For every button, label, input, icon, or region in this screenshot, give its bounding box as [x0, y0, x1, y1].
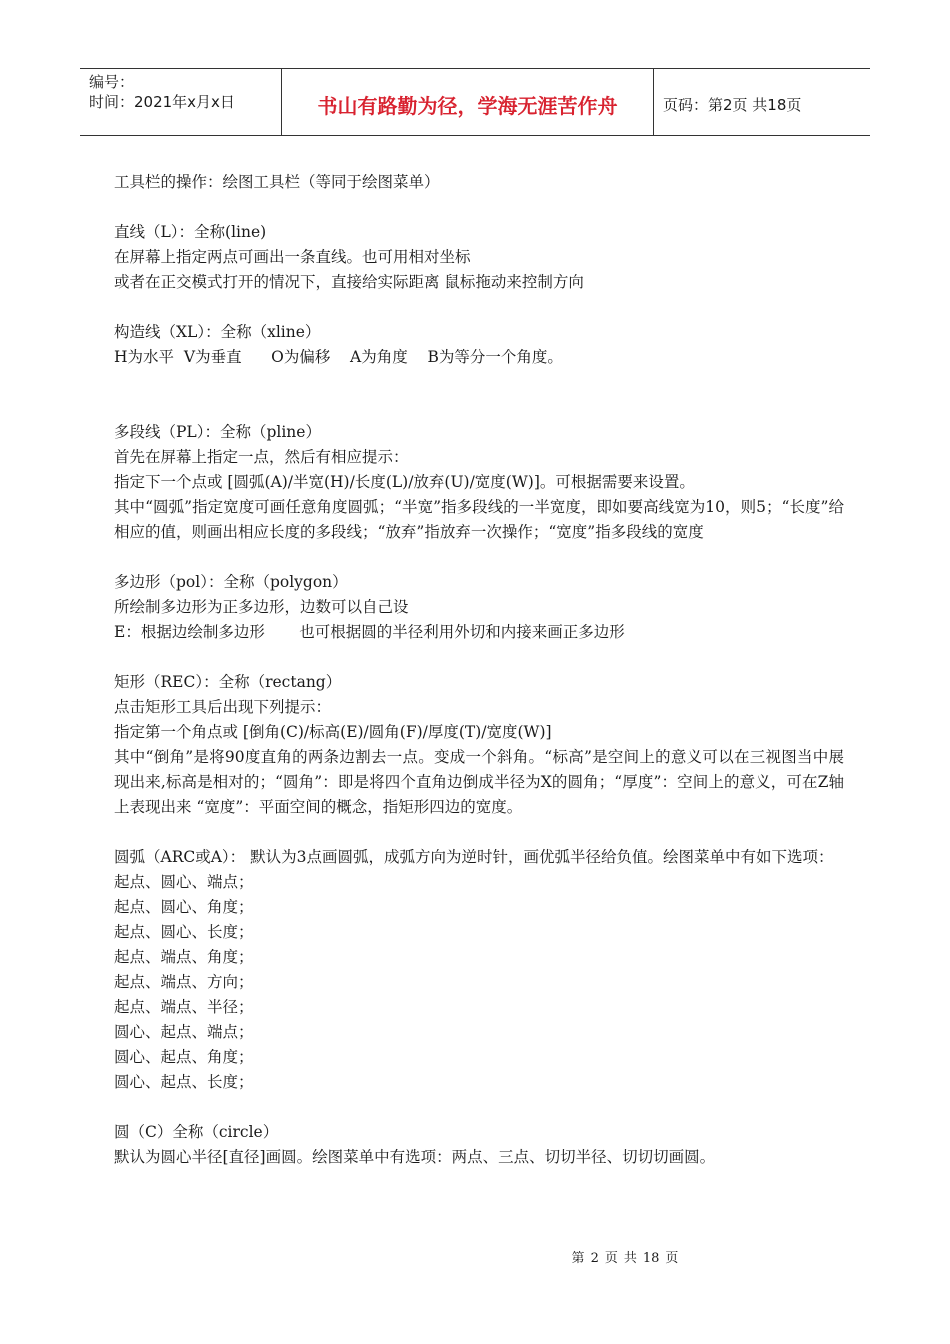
section-text: 或者在正交模式打开的情况下，直接给实际距离 鼠标拖动来控制方向	[114, 273, 584, 291]
section-arc	[114, 845, 844, 1095]
section-text: 默认为圆心半径[直径]画圆。绘图菜单中有选项：两点、三点、切切半径、切切切画圆。	[114, 1148, 716, 1166]
section-text: 所绘制多边形为正多边形，边数可以自己设	[114, 598, 409, 616]
arc-option: 起点、圆心、角度；	[114, 898, 254, 916]
intro-text: 工具栏的操作：绘图工具栏（等同于绘图菜单）	[114, 173, 440, 191]
arc-option: 起点、圆心、长度；	[114, 923, 254, 941]
section-title: 圆（C）全称（circle）	[114, 1123, 279, 1141]
header-page-info: 页码：第2页 共18页	[663, 95, 802, 114]
section-polygon	[114, 570, 844, 645]
footer-ye: 页	[604, 1251, 618, 1266]
header-motto: 书山有路勤为径，学海无涯苦作舟	[282, 69, 654, 135]
page-footer	[0, 1247, 950, 1266]
document-time: 时间：2021年x月x日	[89, 93, 235, 111]
arc-option: 起点、端点、角度；	[114, 948, 254, 966]
document-body	[114, 170, 844, 1170]
section-text: E：根据边绘制多边形 也可根据圆的半径利用外切和内接来画正多边形	[114, 623, 625, 641]
section-title: 构造线（XL）：全称（xline）	[114, 323, 321, 341]
arc-option: 起点、端点、半径；	[114, 998, 254, 1016]
section-text: 首先在屏幕上指定一点，然后有相应提示：	[114, 448, 409, 466]
document-number-label: 编号：	[89, 73, 135, 91]
footer-ye: 页	[665, 1251, 679, 1266]
section-rectang	[114, 670, 844, 820]
footer-page-number: 2	[590, 1251, 599, 1266]
section-xline	[114, 320, 844, 370]
arc-option: 圆心、起点、长度；	[114, 1073, 254, 1091]
section-title: 多段线（PL）：全称（pline）	[114, 423, 321, 441]
arc-option: 圆心、起点、角度；	[114, 1048, 254, 1066]
section-paragraph: 圆弧（ARC或A）： 默认为3点画圆弧，成弧方向为逆时针，画优弧半径给负值。绘图菜单中有如下选项：	[114, 848, 834, 866]
section-text: 指定第一个角点或 [倒角(C)/标高(E)/圆角(F)/厚度(T)/宽度(W)]	[114, 723, 552, 741]
section-pline	[114, 420, 844, 545]
footer-total-pages: 18	[642, 1251, 660, 1266]
arc-option: 起点、端点、方向；	[114, 973, 254, 991]
footer-gong: 共	[623, 1251, 637, 1266]
section-circle	[114, 1120, 844, 1170]
section-paragraph: 其中“圆弧”指定宽度可画任意角度圆弧；“半宽”指多段线的一半宽度，即如要高线宽为10，则5；“长度”给相应的值，则画出相应长度的多段线；“放弃”指放弃一次操作；“宽度”指多段线的宽度	[114, 498, 844, 541]
section-line	[114, 220, 844, 295]
section-text: 点击矩形工具后出现下列提示：	[114, 698, 332, 716]
section-text: 指定下一个点或 [圆弧(A)/半宽(H)/长度(L)/放弃(U)/宽度(W)]。可根据需要来设置。	[114, 473, 695, 491]
header-meta	[80, 69, 282, 135]
arc-option: 圆心、起点、端点；	[114, 1023, 254, 1041]
section-title: 直线（L）：全称(line)	[114, 223, 267, 241]
page-header	[80, 68, 870, 136]
arc-option: 起点、圆心、端点；	[114, 873, 254, 891]
section-text: 在屏幕上指定两点可画出一条直线。也可用相对坐标	[114, 248, 471, 266]
footer-di: 第	[571, 1251, 585, 1266]
section-paragraph: 其中“倒角”是将90度直角的两条边割去一点。变成一个斜角。“标高”是空间上的意义可以在三视图当中展现出来,标高是相对的；“圆角”：即是将四个直角边倒成半径为X的圆角；“厚度”：空间上的意义，可在Z轴上表现出来 “宽度”：平面空间的概念，指矩形四边的宽度。	[114, 748, 844, 816]
section-text: H为水平 V为垂直 O为偏移 A为角度 B为等分一个角度。	[114, 348, 563, 366]
section-title: 矩形（REC）：全称（rectang）	[114, 673, 342, 691]
section-title: 多边形（pol）：全称（polygon）	[114, 573, 348, 591]
